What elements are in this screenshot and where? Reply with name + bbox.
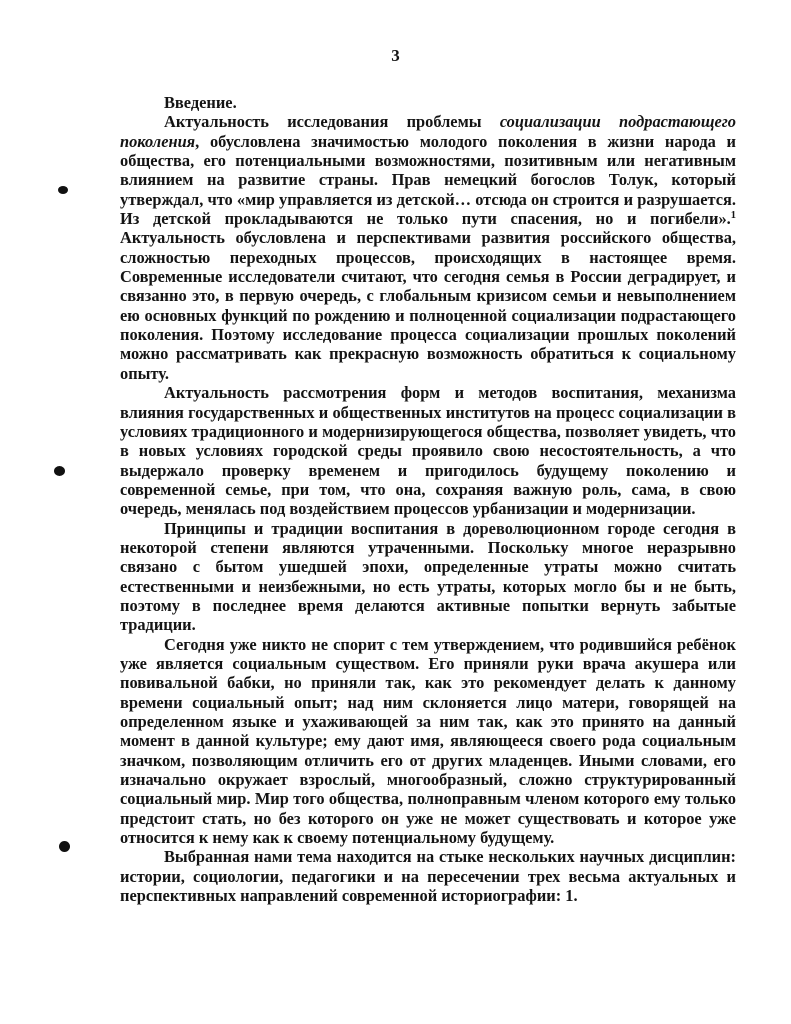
section-heading: Введение. [164, 93, 237, 112]
document-body [120, 93, 736, 905]
scan-blot-3 [59, 841, 70, 852]
paragraph-2: Актуальность рассмотрения форм и методов воспитания, механизма влияния государственных и общественных институтов на процесс социализации в условиях традиционного и модернизирующегося общества, позволяет увидеть, что в новых условиях городской среды проявило свою несостоятельность, а что выдержало проверку временем и пригодилось будущему поколению и современной семье, при том, что она, сохраняя важную роль, сама, в свою очередь, менялась под воздействием процессов урбанизации и модернизации. [120, 383, 736, 519]
scan-blot-1 [58, 186, 68, 194]
footnote-reference: 1 [730, 210, 736, 222]
paragraph-5: Выбранная нами тема находится на стыке нескольких научных дисциплин: истории, социологии, педагогики и на пересечении трех весьма актуальных и перспективных направлений современной историографии: 1. [120, 847, 736, 906]
paragraph-3: Принципы и традиции воспитания в дореволюционном городе сегодня в некоторой степени являются утраченными. Поскольку многое неразрывно связано с бытом ушедшей эпохи, определенные утраты можно считать естественными и неизбежными, но есть утраты, которых могло бы и не быть, поэтому в последнее время делаются активные попытки вернуть забытые традиции. [120, 518, 736, 635]
page-number: 3 [391, 46, 400, 65]
paragraph-4: Сегодня уже никто не спорит с тем утверждением, что родившийся ребёнок уже является социальным существом. Его приняли руки врача акушера или повивальной бабки, но приняли так, как это рекомендует делать к данному времени социальный опыт; над ним склоняется лицо матери, говорящей на определенном языке и ухаживающей за ним так, как это принято на данный момент в данной культуре; ему дают имя, являющееся своего рода социальным значком, позволяющим отличить его от других младенцев. Иными словами, его изначально окружает взрослый, многообразный, сложно структурированный социальный мир. Мир того общества, полноправным членом которого ему только предстоит стать, но без которого он уже не может существовать и которое уже относится к нему как к своему потенциальному будущему. [120, 634, 736, 848]
scan-blot-2 [54, 466, 65, 476]
paragraph-1-end: Актуальность обусловлена и перспективами развития российского общества, сложностью переходных процессов, происходящих в настоящее время. Современные исследователи считают, что сегодня семья в России деградирует, и связанно это, в первую очередь, с глобальным кризисом семьи и невыполнением ею основных функций по рождению и полноценной социализации подрастающего поколения. Поэтому исследование процесса социализации прошлых поколений можно рассматривать как прекрасную возможность обратиться к социальному опыту. [120, 228, 736, 383]
paragraph-1-start: Актуальность исследования проблемы [164, 112, 500, 132]
paragraph-1-middle: , обусловлена значимостью молодого поколения в жизни народа и общества, его потенциальными возможностями, позитивным или негативным влиянием на развитие страны. Прав немецкий богослов Толук, который утверждал, что «мир управляется из детской… отсюда он строится и разрушается. Из детской прокладываются не только пути спасения, но и погибели». [120, 131, 736, 229]
paragraph-1 [120, 112, 736, 383]
paragraph-1-italic-term: социализации подрастающего поколения [120, 112, 736, 151]
